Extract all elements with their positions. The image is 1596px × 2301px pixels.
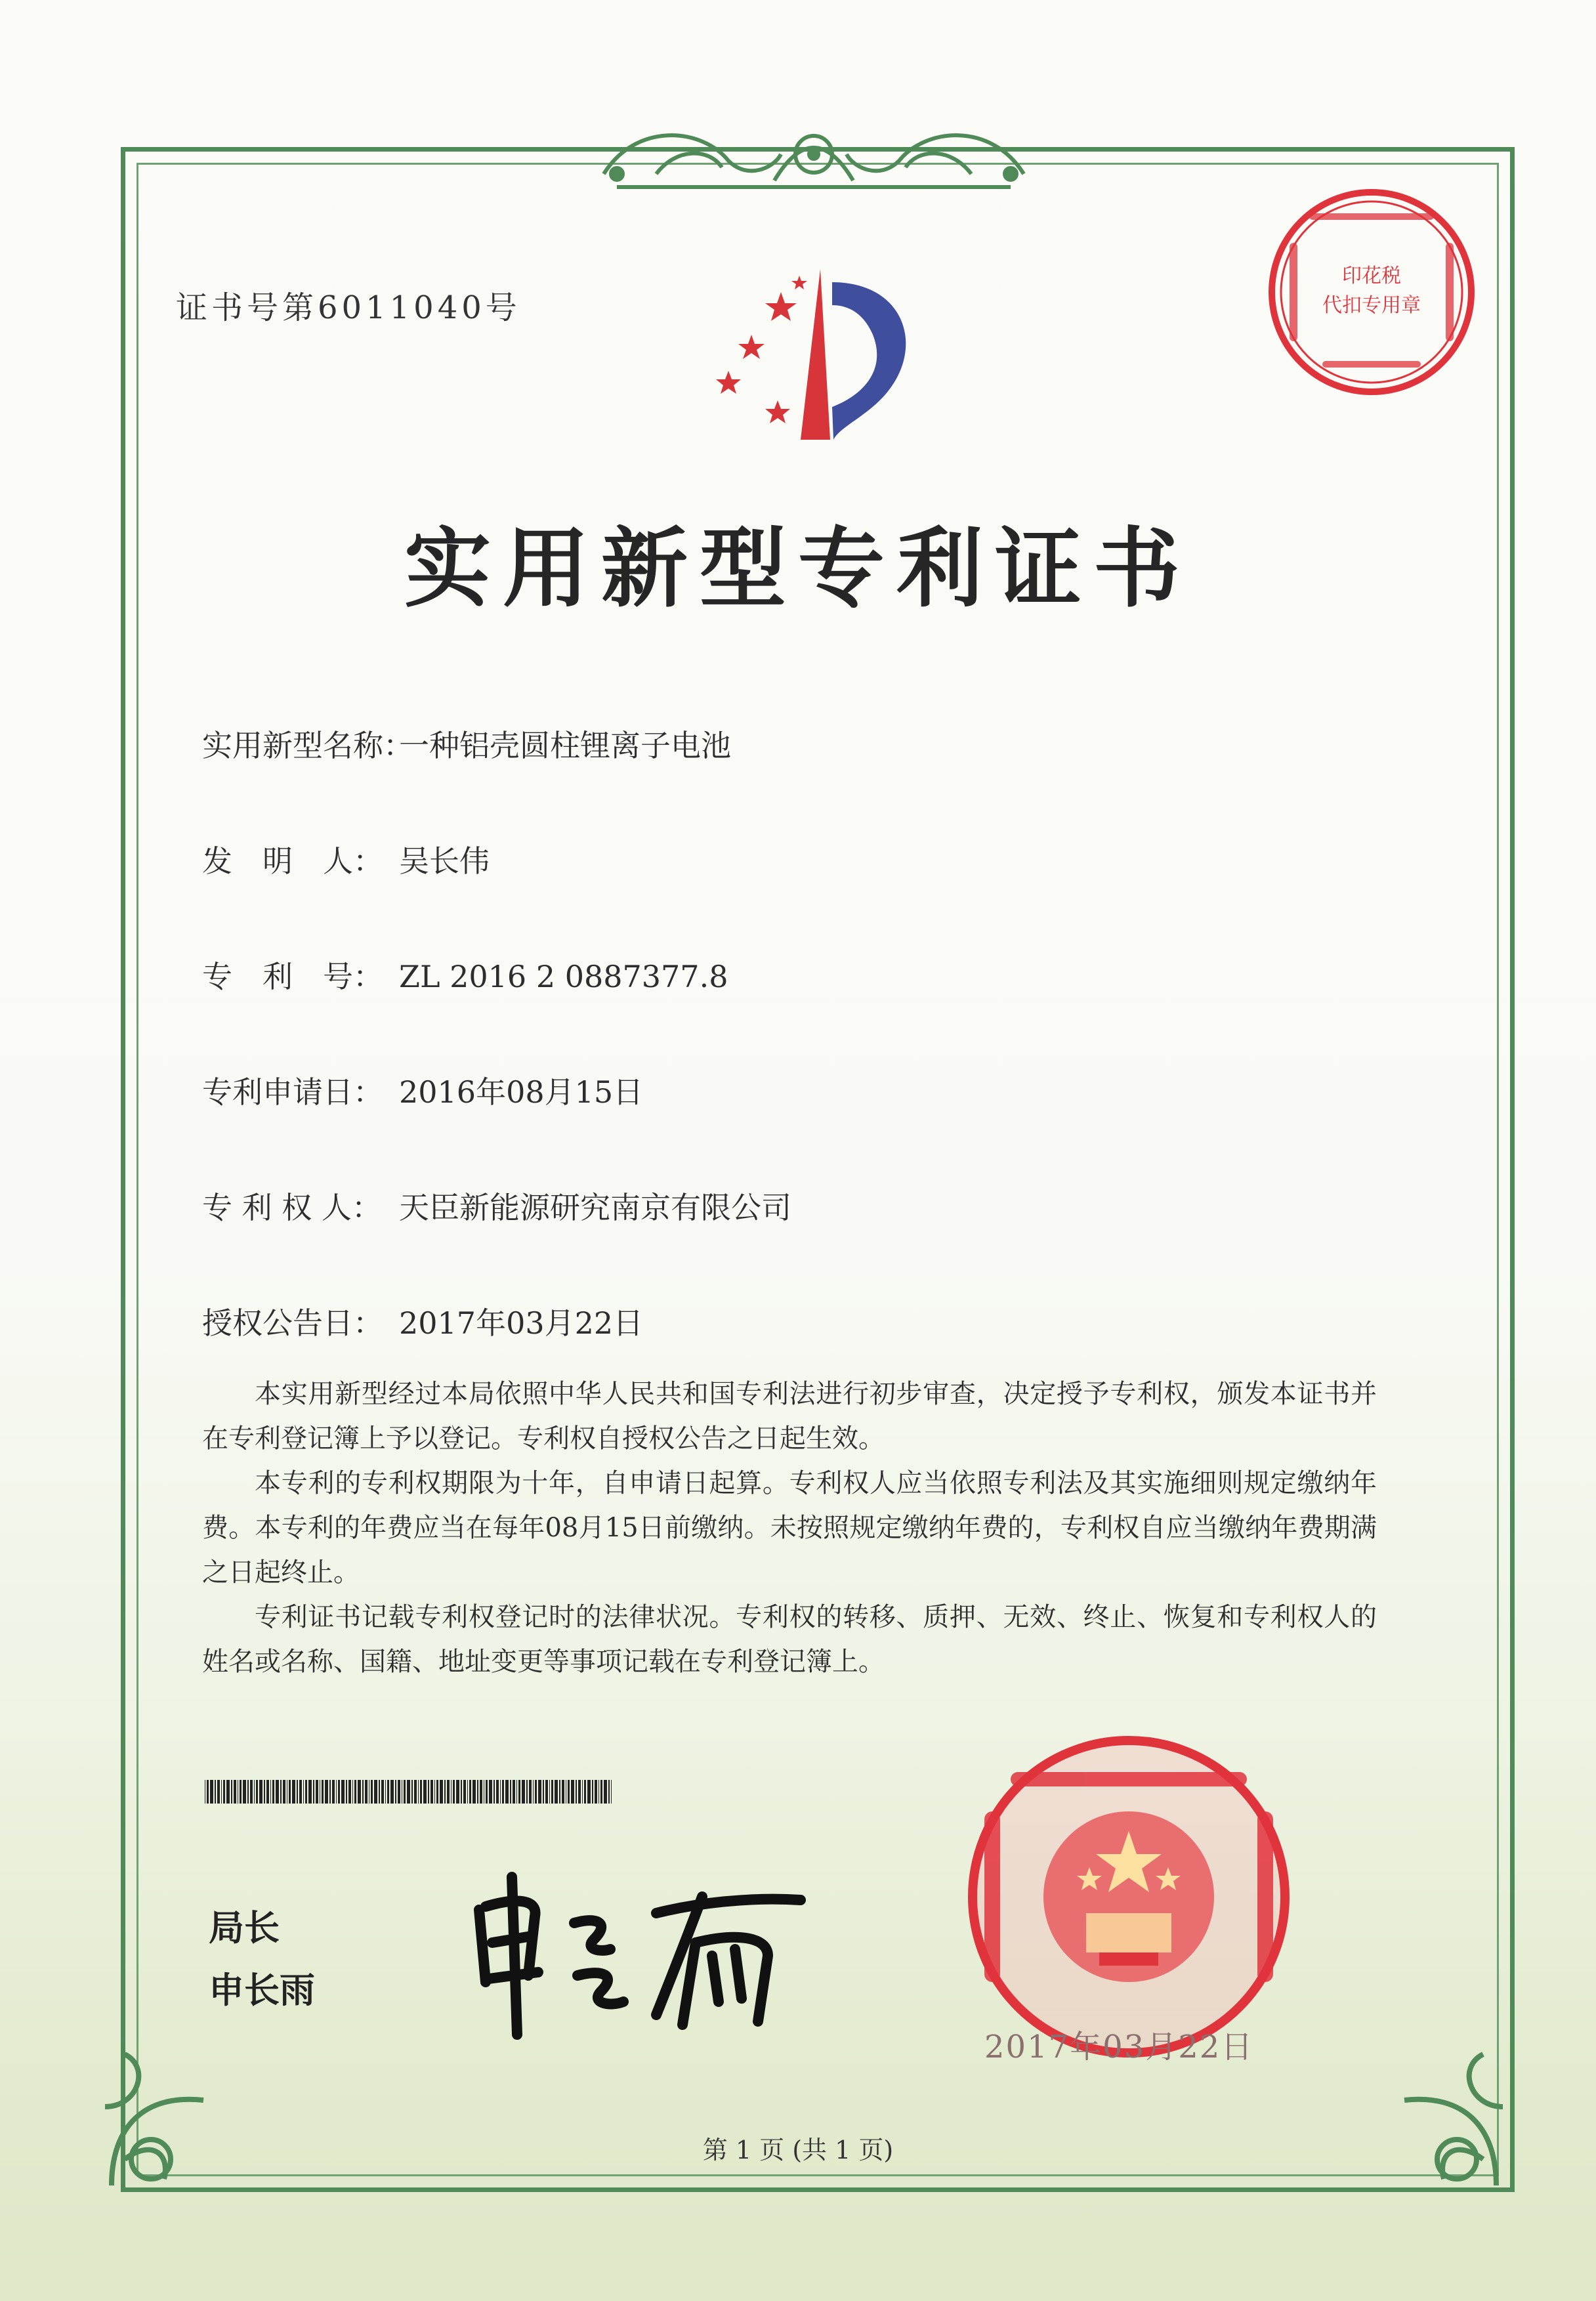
corner-ornament-icon <box>1339 2028 1509 2199</box>
barcode-bar <box>529 1780 532 1804</box>
barcode-bar <box>611 1780 612 1804</box>
barcode-bar <box>266 1780 269 1804</box>
barcode-bar <box>568 1780 570 1804</box>
barcode-bar <box>217 1780 220 1804</box>
barcode-bar <box>308 1780 312 1804</box>
barcode-bar <box>292 1780 295 1804</box>
barcode-bar <box>555 1780 558 1804</box>
barcode-bar <box>578 1780 581 1804</box>
barcode-bar <box>538 1780 541 1804</box>
barcode-bar <box>387 1780 389 1804</box>
tax-stamp-seal-text: 代扣专用章 <box>1322 294 1421 317</box>
barcode-bar <box>518 1780 520 1804</box>
barcode-bar <box>283 1780 285 1804</box>
field-value: 2017年03月22日 <box>399 1305 644 1341</box>
field-value: ZL 2016 2 0887377.8 <box>399 959 728 994</box>
barcode-bar <box>348 1780 351 1804</box>
barcode-bar <box>385 1780 386 1804</box>
barcode-bar <box>346 1780 347 1804</box>
barcode-bar <box>604 1780 607 1804</box>
tax-stamp-seal-icon <box>1263 184 1480 400</box>
certificate-statement <box>202 1372 1377 1684</box>
barcode-bar <box>305 1780 307 1804</box>
statement-paragraph: 本专利的专利权期限为十年，自申请日起算。专利权人应当依照专利法及其实施细则规定缴纳年费。本专利的年费应当在每年08月15日前缴纳。未按照规定缴纳年费的，专利权自应当缴纳年费期满之日起终止。 <box>202 1468 1377 1588</box>
barcode-bar <box>374 1780 377 1804</box>
barcode-bar <box>259 1780 262 1804</box>
tax-stamp-seal-text: 印花税 <box>1342 264 1401 287</box>
barcode-bar <box>313 1780 314 1804</box>
barcode-bar <box>562 1780 564 1804</box>
patent-office-logo-icon <box>689 256 938 453</box>
barcode-bar <box>250 1780 253 1804</box>
field-inventor <box>202 837 490 881</box>
barcode-bar <box>332 1780 335 1804</box>
barcode-bar <box>379 1780 380 1804</box>
barcode-bar <box>215 1780 216 1804</box>
barcode-bar <box>276 1780 279 1804</box>
page-number: 第 1 页 (共 1 页) <box>702 2136 894 2164</box>
barcode-bar <box>365 1780 368 1804</box>
seal-date: 2017年03月22日 <box>984 2029 1254 2065</box>
barcode-bar <box>407 1780 410 1804</box>
barcode-bar <box>414 1780 417 1804</box>
barcode-bar <box>545 1780 548 1804</box>
field-utility-model-name <box>202 722 731 765</box>
barcode-bar <box>226 1780 230 1804</box>
barcode-bar <box>395 1780 396 1804</box>
field-label: 专 利 号： <box>202 959 383 994</box>
barcode-bar <box>280 1780 282 1804</box>
barcode-bar <box>223 1780 225 1804</box>
barcode-bar <box>231 1780 232 1804</box>
barcode-bar <box>336 1780 337 1804</box>
director-title: 局长 <box>209 1907 280 1949</box>
certificate-number: 证书号第6011040号 <box>176 289 521 326</box>
director-name: 申长雨 <box>209 1969 315 2011</box>
corner-ornament-icon <box>98 2028 269 2199</box>
barcode-bar <box>423 1780 427 1804</box>
barcode-bar <box>608 1780 610 1804</box>
barcode-bar <box>240 1780 242 1804</box>
barcode-bar <box>461 1780 462 1804</box>
barcode-bar <box>381 1780 384 1804</box>
barcode-bar <box>338 1780 340 1804</box>
barcode-bar <box>543 1780 544 1804</box>
field-value: 2016年08月15日 <box>399 1074 644 1110</box>
field-label: 专 利 权 人： <box>202 1190 382 1225</box>
barcode-bar <box>289 1780 291 1804</box>
field-patent-number <box>202 953 728 996</box>
barcode-bar <box>600 1780 602 1804</box>
barcode-bar <box>411 1780 413 1804</box>
barcode-bar <box>341 1780 345 1804</box>
field-label: 实用新型名称： <box>202 728 413 763</box>
barcode-bar <box>247 1780 249 1804</box>
barcode-bar <box>420 1780 422 1804</box>
barcode-bar <box>500 1780 501 1804</box>
barcode-bar <box>390 1780 394 1804</box>
barcode-bar <box>398 1780 400 1804</box>
barcode-bar <box>354 1780 356 1804</box>
field-label: 专利申请日： <box>202 1074 383 1110</box>
barcode-bar <box>264 1780 265 1804</box>
barcode-bar <box>234 1780 236 1804</box>
barcode-bar <box>535 1780 537 1804</box>
barcode-bar <box>453 1780 455 1804</box>
state-ip-office-seal-icon <box>965 1733 1293 2061</box>
barcode-bar <box>451 1780 452 1804</box>
barcode-bar <box>522 1780 525 1804</box>
barcode-bar <box>352 1780 353 1804</box>
field-value: 吴长伟 <box>399 843 490 879</box>
barcode-bar <box>496 1780 499 1804</box>
field-label: 发 明 人： <box>202 843 383 879</box>
barcode-bar <box>582 1780 583 1804</box>
top-ornament-icon <box>578 102 1050 200</box>
barcode-bar <box>584 1780 586 1804</box>
statement-paragraph: 专利证书记载专利权登记时的法律状况。专利权的转移、质押、无效、终止、恢复和专利权人的姓名或名称、国籍、地址变更等事项记载在专利登记簿上。 <box>202 1602 1377 1677</box>
barcode-bar <box>469 1780 471 1804</box>
barcode-bar <box>444 1780 446 1804</box>
page-title: 实用新型专利证书 <box>404 518 1192 620</box>
barcode-bar <box>329 1780 331 1804</box>
barcode-bar <box>480 1780 482 1804</box>
barcode-bar <box>297 1780 298 1804</box>
barcode-bar <box>299 1780 302 1804</box>
barcode-bar <box>418 1780 419 1804</box>
field-value: 一种铝壳圆柱锂离子电池 <box>399 728 731 763</box>
barcode-bar <box>371 1780 373 1804</box>
barcode-bar <box>272 1780 274 1804</box>
barcode-bar <box>595 1780 597 1804</box>
barcode-bar <box>598 1780 599 1804</box>
barcode-bar <box>463 1780 466 1804</box>
field-value: 天臣新能源研究南京有限公司 <box>399 1190 791 1225</box>
barcode-bar <box>467 1780 468 1804</box>
barcode-bar <box>510 1780 511 1804</box>
barcode-bar <box>472 1780 476 1804</box>
barcode-bar <box>436 1780 438 1804</box>
barcode-bar <box>477 1780 478 1804</box>
barcode-bar <box>434 1780 435 1804</box>
barcode-bar <box>592 1780 593 1804</box>
barcode-bar <box>447 1780 450 1804</box>
barcode-bar <box>256 1780 258 1804</box>
barcode-bar <box>440 1780 443 1804</box>
barcode-bar <box>516 1780 517 1804</box>
barcode-bar <box>303 1780 304 1804</box>
barcode-bar <box>270 1780 271 1804</box>
barcode-bar <box>254 1780 255 1804</box>
barcode-bar <box>430 1780 433 1804</box>
barcode-bar <box>494 1780 495 1804</box>
field-patentee <box>202 1184 791 1227</box>
barcode-bar <box>533 1780 534 1804</box>
barcode-bar <box>502 1780 504 1804</box>
barcode-bar <box>221 1780 222 1804</box>
handwritten-signature-icon <box>459 1851 827 2048</box>
statement-paragraph: 本实用新型经过本局依照中华人民共和国专利法进行初步审查，决定授予专利权，颁发本证书并在专利登记簿上予以登记。专利权自授权公告之日起生效。 <box>202 1379 1377 1454</box>
barcode-bar <box>571 1780 574 1804</box>
barcode-bar <box>549 1780 550 1804</box>
barcode-bar <box>489 1780 492 1804</box>
barcode-bar <box>505 1780 509 1804</box>
barcode-bar <box>559 1780 560 1804</box>
field-application-date <box>202 1068 643 1112</box>
field-label: 授权公告日： <box>202 1305 383 1341</box>
barcode-bar <box>587 1780 591 1804</box>
barcode-bar <box>243 1780 246 1804</box>
barcode-bar <box>362 1780 364 1804</box>
barcode-bar <box>210 1780 213 1804</box>
barcode-icon <box>205 1780 612 1804</box>
barcode-bar <box>526 1780 528 1804</box>
barcode-bar <box>316 1780 318 1804</box>
barcode-bar <box>576 1780 577 1804</box>
barcode-bar <box>404 1780 406 1804</box>
barcode-bar <box>428 1780 429 1804</box>
barcode-bar <box>207 1780 209 1804</box>
barcode-bar <box>486 1780 488 1804</box>
barcode-bar <box>513 1780 515 1804</box>
field-grant-date <box>202 1299 643 1343</box>
barcode-bar <box>358 1780 361 1804</box>
barcode-bar <box>322 1780 324 1804</box>
barcode-bar <box>456 1780 459 1804</box>
barcode-bar <box>325 1780 328 1804</box>
barcode-bar <box>551 1780 553 1804</box>
